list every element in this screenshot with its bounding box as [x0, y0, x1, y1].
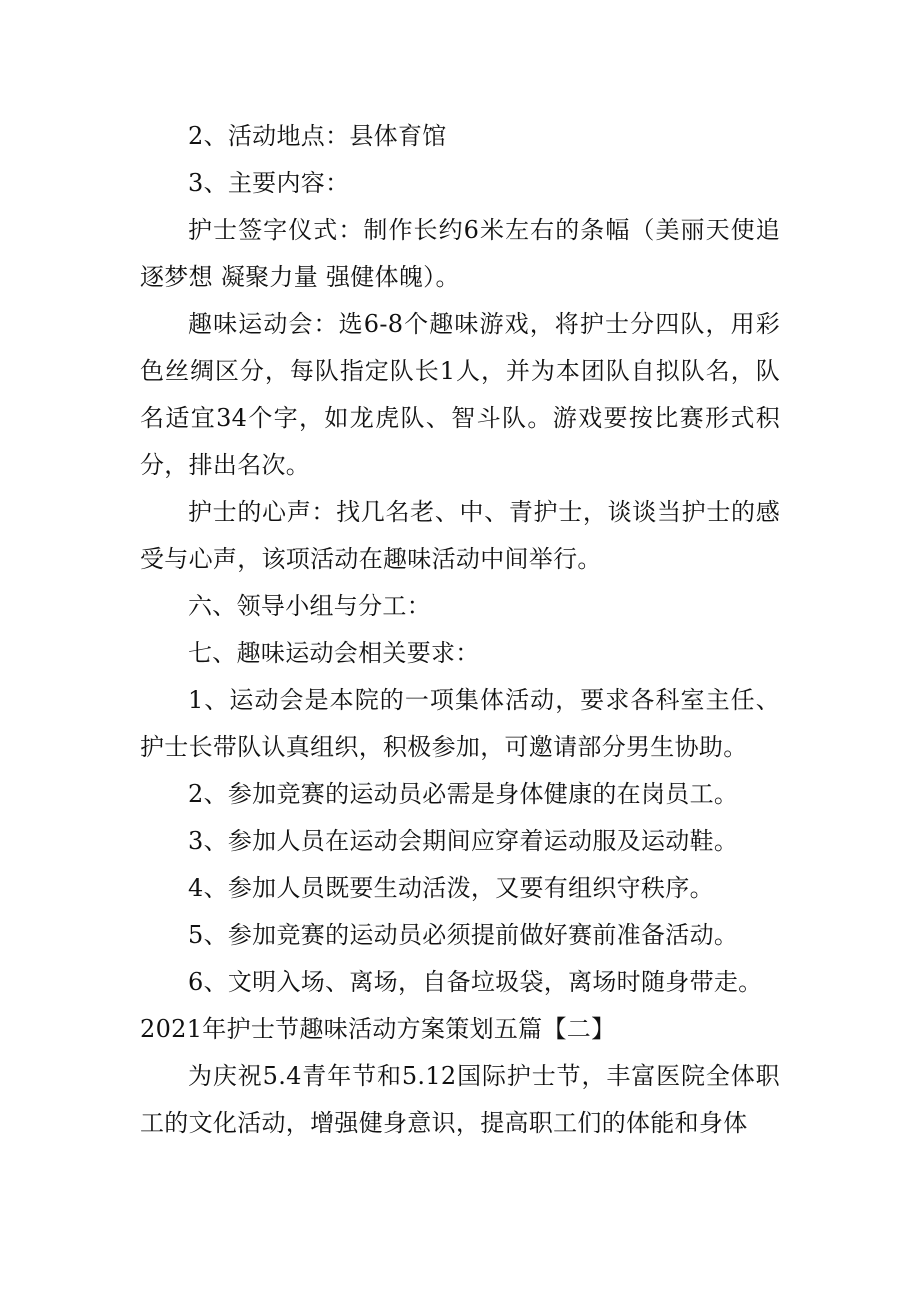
paragraph-nurse-voices: 护士的心声：找几名老、中、青护士，谈谈当护士的感受与心声，该项活动在趣味活动中间举行。	[140, 498, 780, 573]
paragraph-requirement-4: 4、参加人员既要生动活泼，又要有组织守秩序。	[188, 874, 714, 902]
paragraph-requirement-2: 2、参加竞赛的运动员必需是身体健康的在岗员工。	[188, 780, 739, 808]
section-title-two: 2021年护士节趣味活动方案策划五篇【二】	[140, 1015, 616, 1043]
paragraph-requirement-3: 3、参加人员在运动会期间应穿着运动服及运动鞋。	[188, 827, 739, 855]
paragraph-activity-location: 2、活动地点：县体育馆	[188, 122, 447, 150]
paragraph-requirements-heading: 七、趣味运动会相关要求：	[188, 639, 480, 667]
document-body	[140, 113, 780, 1147]
paragraph-requirement-1: 1、运动会是本院的一项集体活动，要求各科室主任、护士长带队认真组织，积极参加，可邀请部分男生协助。	[140, 686, 780, 761]
paragraph-requirement-5: 5、参加竞赛的运动员必须提前做好赛前准备活动。	[188, 921, 739, 949]
paragraph-signing-ceremony: 护士签字仪式：制作长约6米左右的条幅（美丽天使追逐梦想 凝聚力量 强健体魄）。	[140, 216, 780, 291]
paragraph-requirement-6: 6、文明入场、离场，自备垃圾袋，离场时随身带走。	[188, 968, 763, 996]
paragraph-celebration-intro: 为庆祝5.4青年节和5.12国际护士节，丰富医院全体职工的文化活动，增强健身意识，提高职工们的体能和身体	[140, 1062, 780, 1137]
paragraph-fun-sports-meet: 趣味运动会：选6-8个趣味游戏，将护士分四队，用彩色丝绸区分，每队指定队长1人，并为本团队自拟队名，队名适宜34个字，如龙虎队、智斗队。游戏要按比赛形式积分，排出名次。	[140, 310, 780, 479]
paragraph-main-content-heading: 3、主要内容：	[188, 169, 350, 197]
paragraph-leadership-group: 六、领导小组与分工：	[188, 592, 431, 620]
